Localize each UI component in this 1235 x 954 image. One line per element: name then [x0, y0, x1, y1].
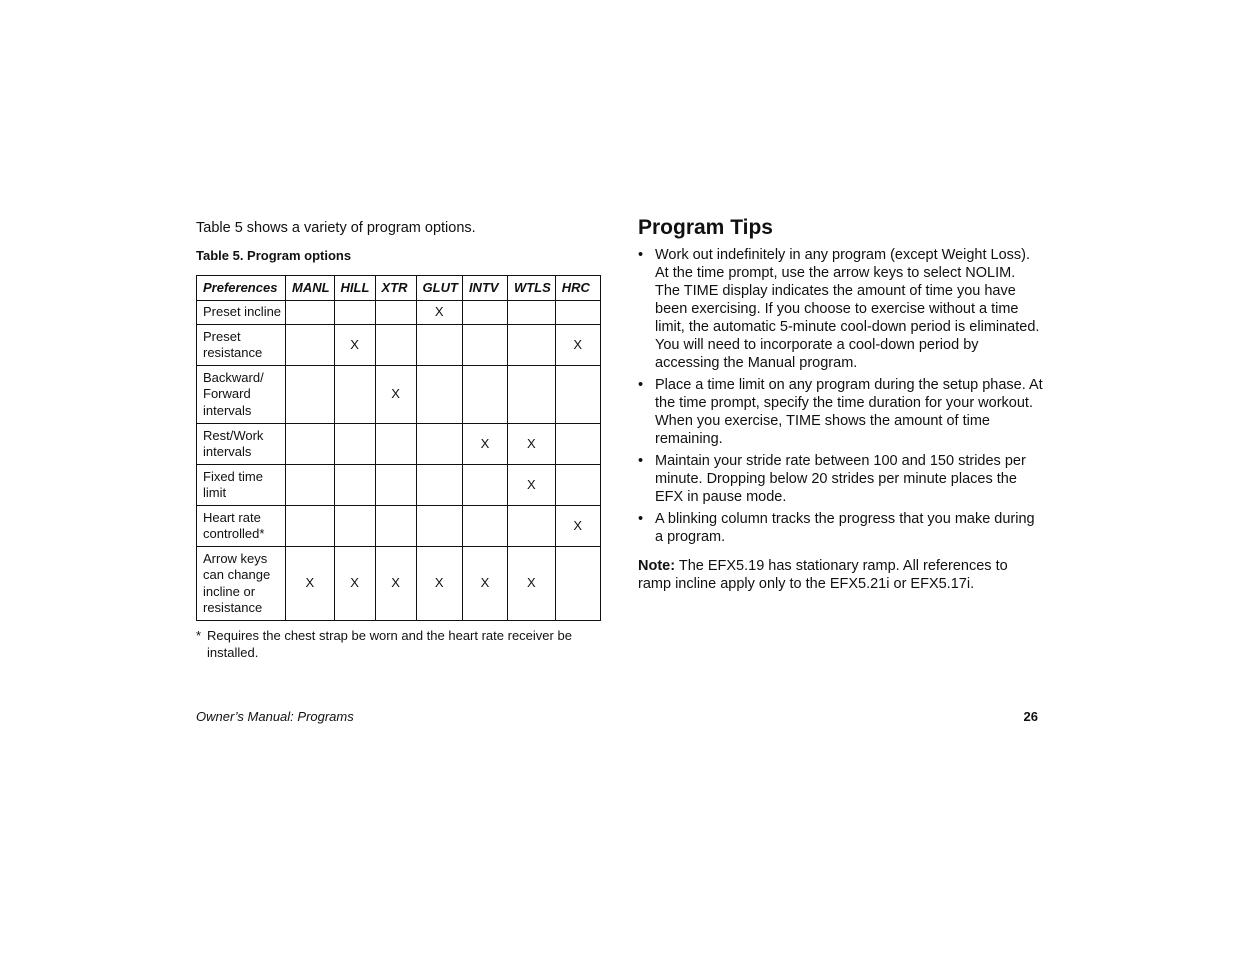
- table-cell: X: [507, 424, 555, 465]
- table-row: [197, 301, 601, 325]
- table-cell: [555, 465, 600, 506]
- section-heading: Program Tips: [638, 216, 773, 239]
- table-cell: [286, 366, 335, 424]
- list-item: [638, 510, 1043, 546]
- list-item: [638, 246, 1043, 372]
- table-row: [197, 366, 601, 424]
- table-cell: [507, 301, 555, 325]
- column-header: XTR: [375, 276, 416, 301]
- table-cell: [286, 424, 335, 465]
- bullet: •: [638, 453, 644, 469]
- row-label: Fixed time limit: [197, 465, 286, 506]
- table-cell: [462, 506, 507, 547]
- footnote-mark: *: [196, 628, 202, 643]
- table-cell: [416, 325, 462, 366]
- table-cell: X: [375, 366, 416, 424]
- table-footnote: [196, 627, 596, 661]
- tip-text: Maintain your stride rate between 100 and 150 strides per minute. Dropping below 20 strides per minute places the EFX in pause mode.: [655, 453, 1026, 505]
- note-label: Note:: [638, 558, 676, 574]
- row-label: Rest/Work intervals: [197, 424, 286, 465]
- table-cell: [375, 465, 416, 506]
- table-row: [197, 424, 601, 465]
- table-cell: [507, 366, 555, 424]
- column-header: MANL: [286, 276, 335, 301]
- row-label: Preset resistance: [197, 325, 286, 366]
- table-cell: [375, 424, 416, 465]
- table-cell: X: [375, 547, 416, 621]
- table-cell: [462, 325, 507, 366]
- column-header: HILL: [334, 276, 375, 301]
- bullet: •: [638, 377, 644, 393]
- note-paragraph: [638, 557, 1043, 593]
- table-cell: [555, 366, 600, 424]
- table-cell: X: [462, 424, 507, 465]
- table-cell: [416, 424, 462, 465]
- table-header-row: [197, 276, 601, 301]
- column-header: HRC: [555, 276, 600, 301]
- list-item: [638, 452, 1043, 506]
- tip-text: A blinking column tracks the progress that you make during a program.: [655, 511, 1035, 545]
- column-header: WTLS: [507, 276, 555, 301]
- table-cell: [416, 465, 462, 506]
- table-cell: [555, 547, 600, 621]
- table-cell: [555, 301, 600, 325]
- table-cell: X: [334, 325, 375, 366]
- table-cell: X: [555, 506, 600, 547]
- table-cell: [462, 366, 507, 424]
- table-row: [197, 465, 601, 506]
- row-label: Heart rate controlled*: [197, 506, 286, 547]
- table-caption: Table 5. Program options: [196, 248, 352, 263]
- table-cell: X: [507, 547, 555, 621]
- table-cell: [416, 366, 462, 424]
- footer-title: Owner’s Manual: Programs: [196, 709, 354, 724]
- table-cell: [462, 301, 507, 325]
- table-cell: [507, 506, 555, 547]
- footnote-text: Requires the chest strap be worn and the heart rate receiver be installed.: [207, 628, 572, 660]
- table-cell: [286, 506, 335, 547]
- table-cell: [375, 506, 416, 547]
- table-cell: [286, 325, 335, 366]
- table-cell: [286, 301, 335, 325]
- table-cell: [555, 424, 600, 465]
- table-cell: X: [507, 465, 555, 506]
- table-cell: X: [462, 547, 507, 621]
- table-cell: [334, 506, 375, 547]
- row-label: Preset incline: [197, 301, 286, 325]
- page-number: 26: [1023, 709, 1038, 724]
- table-cell: [416, 506, 462, 547]
- program-options-table: [196, 275, 601, 621]
- column-header: GLUT: [416, 276, 462, 301]
- table-cell: X: [286, 547, 335, 621]
- table-cell: [507, 325, 555, 366]
- table-cell: [286, 465, 335, 506]
- table-cell: X: [555, 325, 600, 366]
- tips-list: [638, 246, 1043, 550]
- table-cell: [334, 366, 375, 424]
- note-text: The EFX5.19 has stationary ramp. All references to ramp incline apply only to the EFX5.21i or EFX5.17i.: [638, 558, 1008, 592]
- table-cell: [334, 465, 375, 506]
- table-row: [197, 325, 601, 366]
- row-label: Backward/ Forward intervals: [197, 366, 286, 424]
- bullet: •: [638, 511, 644, 527]
- table-cell: [334, 301, 375, 325]
- column-header: Preferences: [197, 276, 286, 301]
- table-cell: [375, 301, 416, 325]
- table-row: [197, 547, 601, 621]
- table-cell: X: [416, 547, 462, 621]
- table-row: [197, 506, 601, 547]
- bullet: •: [638, 247, 644, 263]
- row-label: Arrow keys can change incline or resistance: [197, 547, 286, 621]
- tip-text: Place a time limit on any program during the setup phase. At the time prompt, specify the time duration for your workout. When you exercise, TIME shows the amount of time remaining.: [655, 377, 1043, 447]
- intro-text: Table 5 shows a variety of program options.: [196, 220, 476, 236]
- table-body: [197, 301, 601, 621]
- table-cell: [375, 325, 416, 366]
- table-cell: [462, 465, 507, 506]
- table-cell: X: [334, 547, 375, 621]
- table-cell: X: [416, 301, 462, 325]
- tip-text: Work out indefinitely in any program (except Weight Loss). At the time prompt, use the arrow keys to select NOLIM. The TIME display indicates the amount of time you have been exercising. If you choose to exercise without a time limit, the automatic 5-minute cool-down period is eliminated. You will need to incorporate a cool-down period by accessing the Manual program.: [655, 247, 1040, 371]
- column-header: INTV: [462, 276, 507, 301]
- table-cell: [334, 424, 375, 465]
- list-item: [638, 376, 1043, 448]
